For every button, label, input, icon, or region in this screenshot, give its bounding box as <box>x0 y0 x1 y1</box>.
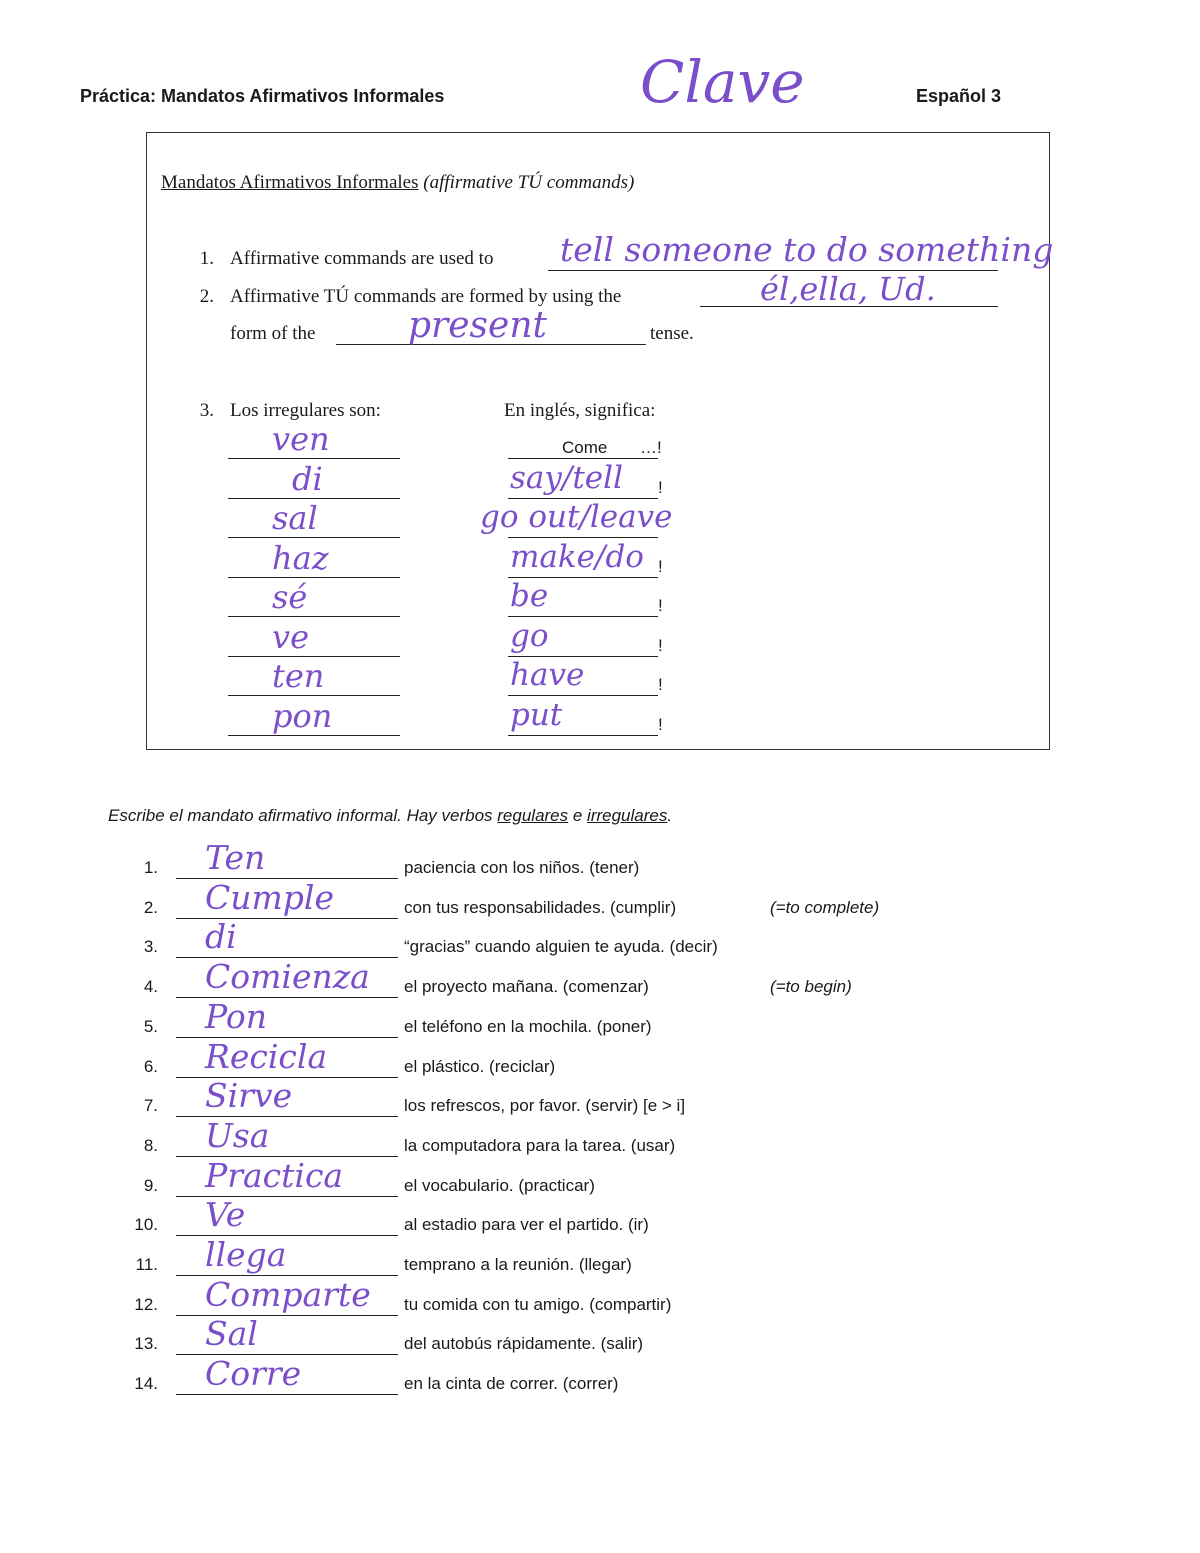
exercise-answer: Cumple <box>205 877 335 917</box>
exercise-number: 3. <box>143 937 158 957</box>
irregular-meaning: say/tell <box>510 459 623 496</box>
irregular-meaning: put <box>510 696 563 733</box>
exercise-number: 10. <box>134 1215 158 1235</box>
exercise-answer: Comparte <box>205 1274 371 1314</box>
irregular-verb: sé <box>272 578 308 616</box>
exercise-answer: Usa <box>205 1115 270 1155</box>
irregular-meaning: Come <box>562 438 608 457</box>
irregular-meaning: go <box>510 617 549 654</box>
exercise-text: con tus responsabilidades. (cumplir) <box>404 897 677 917</box>
q2-answer: él,ella, Ud. <box>760 270 936 308</box>
irregular-verb-line <box>228 577 400 578</box>
exercise-number: 2. <box>143 897 158 917</box>
exercise-text: el teléfono en la mochila. (poner) <box>404 1016 652 1036</box>
exercise-number: 8. <box>143 1135 158 1155</box>
exercise-number: 5. <box>143 1016 158 1036</box>
exercise-text: paciencia con los niños. (tener) <box>404 858 640 877</box>
exclamation-mark: ! <box>658 675 663 694</box>
irregular-verb-line <box>228 616 400 617</box>
exercise-text: tu comida con tu amigo. (compartir) <box>404 1294 672 1314</box>
instructions-text: Escribe el mandato afirmativo informal. Hay verbos <box>108 806 498 825</box>
irregular-verb: haz <box>272 538 329 577</box>
exercise-number: 7. <box>143 1096 158 1116</box>
irregular-verb: sal <box>272 499 318 537</box>
exercise-number: 6. <box>143 1056 158 1076</box>
exercise-answer: llega <box>205 1235 287 1274</box>
exercise-number: 14. <box>134 1374 158 1394</box>
exercise-answer: Pon <box>205 996 267 1036</box>
irregular-meaning: make/do <box>510 538 644 575</box>
exclamation-mark: ! <box>658 596 663 615</box>
exercise-number: 1. <box>143 858 158 877</box>
page-title: Práctica: Mandatos Afirmativos Informales <box>80 86 445 106</box>
exercise-number: 13. <box>134 1334 158 1354</box>
irregular-verb: pon <box>272 696 333 735</box>
irregular-meaning-line <box>508 735 658 736</box>
q2-number: 2. <box>199 286 214 307</box>
exercise-text: el proyecto mañana. (comenzar) <box>404 977 649 997</box>
q2-text: Affirmative TÚ commands are formed by using the <box>230 286 622 307</box>
instructions-regulares: regulares <box>497 806 569 825</box>
exercise-note: (=to complete) <box>770 897 880 917</box>
exclamation-mark: ! <box>658 714 663 734</box>
exercise-text: la computadora para la tarea. (usar) <box>404 1135 676 1155</box>
q3-number: 3. <box>199 400 214 421</box>
q3-column-heading: En inglés, significa: <box>504 400 656 421</box>
box-heading-title: Mandatos Afirmativos Informales <box>161 172 419 193</box>
signature: Clave <box>640 48 805 116</box>
exercise-answer: Sirve <box>205 1076 293 1116</box>
irregular-verb: ven <box>272 420 330 458</box>
irregular-meaning: go out/leave <box>480 499 673 535</box>
box-heading <box>161 172 634 194</box>
exercise-answer: Practica <box>205 1155 344 1195</box>
exercise-number: 9. <box>143 1175 158 1195</box>
irregular-verb: ten <box>272 657 325 695</box>
exercise-note: (=to begin) <box>770 977 852 997</box>
exclamation-mark: ! <box>658 477 663 497</box>
irregular-verb-line <box>228 735 400 736</box>
q2-text3: tense. <box>650 323 694 344</box>
exclamation-mark: ! <box>658 635 663 655</box>
exercise-answer: Sal <box>205 1314 258 1354</box>
course-label: Español 3 <box>916 86 1002 106</box>
exercise-number: 4. <box>143 977 158 997</box>
box-heading-note: (affirmative TÚ commands) <box>423 172 635 193</box>
exercise-number: 12. <box>134 1294 158 1314</box>
exercise-text: los refrescos, por favor. (servir) [e > i] <box>404 1096 686 1116</box>
exercise-answer: di <box>205 917 237 957</box>
irregular-verb: di <box>292 459 323 498</box>
exercise-text: al estadio para ver el partido. (ir) <box>404 1215 649 1235</box>
exercise-text: del autobús rápidamente. (salir) <box>404 1334 644 1354</box>
irregular-verb: ve <box>272 617 310 656</box>
exclamation-mark: ! <box>658 556 663 576</box>
exclamation-mark: …! <box>640 438 662 457</box>
q3-text: Los irregulares son: <box>230 400 381 421</box>
exercise-answer: Ten <box>205 838 266 877</box>
exercise-text: temprano a la reunión. (llegar) <box>404 1255 632 1274</box>
q1-answer: tell someone to do something <box>560 230 1054 269</box>
exercise-text: en la cinta de correr. (correr) <box>404 1374 619 1394</box>
q2-text2: form of the <box>230 323 316 344</box>
irregular-meaning: have <box>510 657 585 693</box>
instructions-end: . <box>667 806 673 825</box>
q1-number: 1. <box>199 248 214 269</box>
exercise-number: 11. <box>135 1255 158 1274</box>
exercise-answer: Recicla <box>205 1036 328 1076</box>
instructions <box>108 806 672 826</box>
exercise-text: el vocabulario. (practicar) <box>404 1175 595 1195</box>
q2-answer2: present <box>408 305 547 346</box>
exercise-answer: Ve <box>205 1195 246 1235</box>
q1-text: Affirmative commands are used to <box>230 248 494 269</box>
instructions-irregulares: irregulares <box>587 806 668 825</box>
exercise-answer: Comienza <box>205 957 370 997</box>
instructions-e: e <box>568 806 588 825</box>
exercise-answer: Corre <box>205 1354 302 1394</box>
exercise-text: “gracias” cuando alguien te ayuda. (decir) <box>404 937 718 957</box>
irregular-meaning: be <box>510 578 549 614</box>
exercise-answer-line[interactable] <box>176 1394 398 1395</box>
exercise-text: el plástico. (reciclar) <box>404 1056 556 1076</box>
